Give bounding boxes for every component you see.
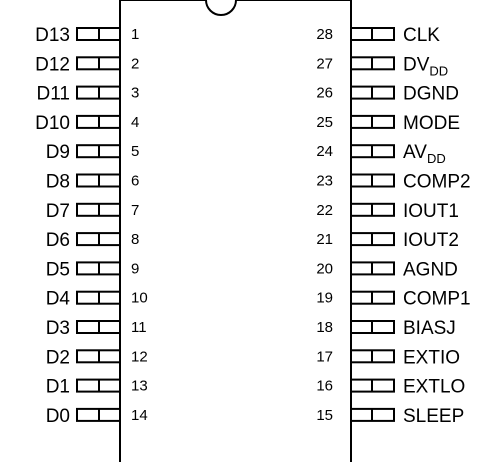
pin-number: 11 bbox=[131, 319, 147, 336]
pin-label: COMP2 bbox=[403, 171, 471, 193]
left-pin-1 bbox=[35, 25, 139, 46]
pin-label: AGND bbox=[403, 259, 458, 281]
pin-number: 20 bbox=[316, 260, 333, 278]
pin-number: 2 bbox=[131, 55, 140, 73]
left-pin-8 bbox=[46, 230, 140, 251]
pin-number: 25 bbox=[316, 113, 333, 131]
pin-number: 3 bbox=[131, 84, 140, 102]
pin-label: EXTLO bbox=[403, 376, 466, 398]
right-pin-16 bbox=[316, 377, 465, 398]
pin-number: 15 bbox=[316, 406, 333, 424]
pin-label: D7 bbox=[45, 200, 70, 222]
pin-label: SLEEP bbox=[403, 405, 465, 427]
pin-number: 21 bbox=[316, 231, 333, 249]
right-pin-17 bbox=[316, 347, 460, 368]
pin-label-subscript: DD bbox=[426, 151, 446, 167]
right-pin-23 bbox=[316, 172, 470, 193]
pin-label: D12 bbox=[35, 54, 70, 76]
pin-number: 24 bbox=[316, 143, 333, 161]
pin-number: 26 bbox=[316, 84, 333, 102]
right-pin-21 bbox=[316, 230, 459, 251]
pin-number: 28 bbox=[316, 26, 333, 43]
pin-number: 19 bbox=[316, 289, 333, 307]
pin-label: D13 bbox=[35, 25, 70, 46]
left-pin-5 bbox=[46, 142, 140, 163]
pin-label: BIASJ bbox=[403, 318, 456, 339]
pin-label: D3 bbox=[45, 318, 70, 339]
left-pin-11 bbox=[46, 318, 147, 339]
right-pin-group bbox=[316, 25, 470, 427]
left-pin-group bbox=[35, 25, 148, 427]
pin-label: $DV_{DD}$ bbox=[403, 54, 449, 79]
left-pin-6 bbox=[46, 172, 140, 193]
pin-label: COMP1 bbox=[403, 288, 471, 310]
pin-number: 10 bbox=[131, 289, 148, 307]
pin-number: 5 bbox=[131, 143, 140, 161]
pin-number: 18 bbox=[316, 319, 333, 336]
pin-label: D0 bbox=[45, 405, 70, 427]
left-pin-12 bbox=[46, 347, 148, 368]
left-pin-4 bbox=[35, 113, 139, 134]
pin-number: 8 bbox=[131, 231, 140, 249]
pin-label: IOUT2 bbox=[403, 230, 459, 252]
pin-number: 1 bbox=[131, 26, 140, 43]
pin-label: D1 bbox=[45, 376, 70, 398]
pin-number: 14 bbox=[131, 406, 148, 424]
left-pin-3 bbox=[37, 84, 140, 105]
right-pin-27 bbox=[316, 54, 448, 78]
right-pin-18 bbox=[316, 318, 456, 339]
right-pin-19 bbox=[316, 289, 470, 310]
left-pin-2 bbox=[35, 54, 139, 75]
pin-label: D2 bbox=[45, 347, 70, 369]
pin-number: 12 bbox=[131, 348, 148, 366]
pin-number: 17 bbox=[316, 348, 333, 366]
pin-number: 7 bbox=[131, 201, 140, 219]
pin-label: DGND bbox=[403, 83, 459, 105]
right-pin-28 bbox=[316, 25, 440, 46]
pin-label: MODE bbox=[403, 112, 460, 134]
pin-number: 27 bbox=[316, 55, 333, 73]
left-pin-7 bbox=[46, 201, 140, 222]
pin-number: 13 bbox=[131, 377, 148, 395]
pin-label: EXTIO bbox=[403, 347, 461, 369]
pin-label: IOUT1 bbox=[403, 200, 459, 222]
pin-number: 4 bbox=[131, 113, 140, 131]
pin-label: D8 bbox=[45, 171, 70, 193]
pin-label: CLK bbox=[403, 25, 440, 46]
right-pin-20 bbox=[316, 259, 458, 280]
right-pin-24 bbox=[316, 142, 445, 166]
pin-number: 16 bbox=[316, 377, 333, 395]
right-pin-26 bbox=[316, 84, 459, 105]
right-pin-25 bbox=[316, 113, 460, 134]
pin-label: $AV_{DD}$ bbox=[403, 142, 446, 167]
left-pin-13 bbox=[46, 377, 148, 398]
pin-label: D9 bbox=[45, 142, 70, 164]
left-pin-9 bbox=[46, 259, 140, 280]
left-pin-10 bbox=[46, 289, 148, 310]
pin-label: D5 bbox=[45, 259, 70, 281]
pin-number: 23 bbox=[316, 172, 333, 190]
right-pin-15 bbox=[316, 406, 464, 427]
left-pin-14 bbox=[46, 406, 148, 427]
pin-label: D6 bbox=[45, 230, 70, 252]
pin-label-subscript: DD bbox=[429, 63, 449, 79]
right-pin-22 bbox=[316, 201, 459, 222]
pin-label: D11 bbox=[36, 83, 70, 105]
pin-label: D4 bbox=[45, 288, 70, 310]
pin-label: D10 bbox=[35, 112, 70, 134]
pin-number: 9 bbox=[131, 260, 140, 278]
pin-number: 22 bbox=[316, 201, 333, 219]
pin-number: 6 bbox=[131, 172, 140, 190]
